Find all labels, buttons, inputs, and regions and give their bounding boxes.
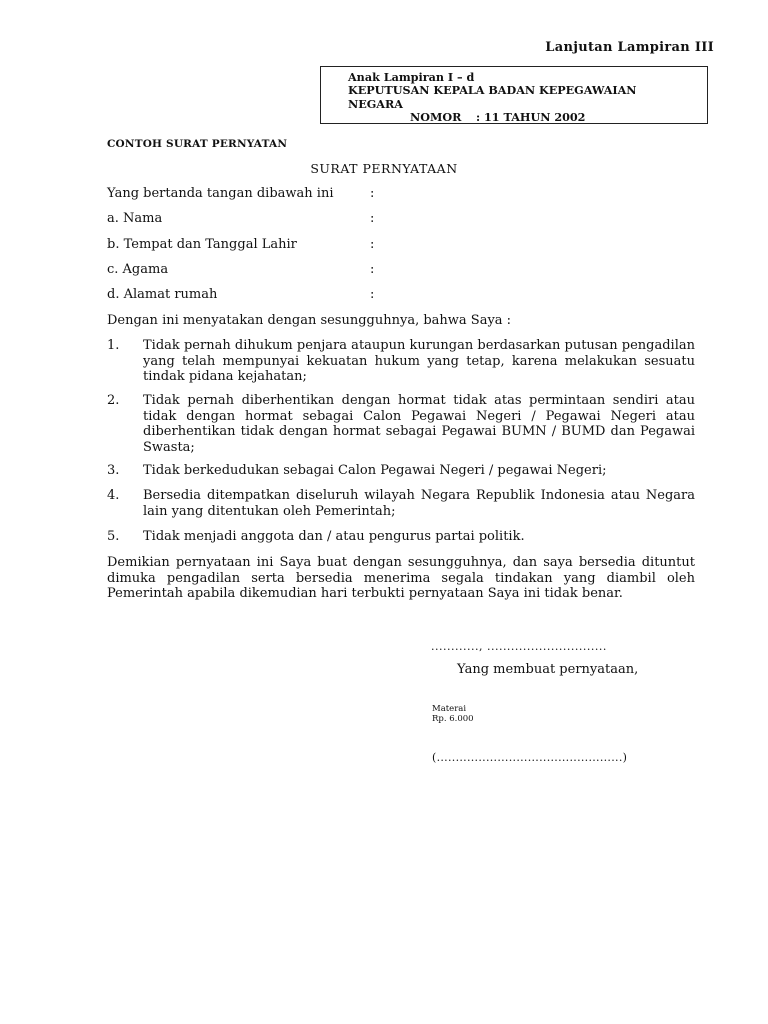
field-colon: : <box>370 237 375 252</box>
intro-statement: Dengan ini menyatakan dengan sesungguhnya, bahwa Saya : <box>107 313 512 328</box>
box-nomor-row <box>348 111 707 124</box>
list-item-number: 2. <box>107 393 120 408</box>
list-item <box>107 393 695 455</box>
list-item-number: 3. <box>107 463 120 478</box>
materai-amount: Rp. 6.000 <box>432 714 474 724</box>
reference-box <box>320 66 708 124</box>
list-item-text: Tidak pernah dihukum penjara ataupun kurungan berdasarkan putusan pengadilan yang telah mempunyai kekuatan hukum yang tetap, karena melakukan sesuatu tindak pidana kejahatan; <box>143 338 695 385</box>
box-line-anak-lampiran: Anak Lampiran I – d <box>348 70 475 84</box>
field-label-intro: Yang bertanda tangan dibawah ini <box>107 186 334 201</box>
list-item-number: 4. <box>107 488 120 503</box>
box-line-keputusan: KEPUTUSAN KEPALA BADAN KEPEGAWAIAN <box>348 83 637 98</box>
list-item-text: Tidak menjadi anggota dan / atau pengurus partai politik. <box>143 529 525 544</box>
signature-name-line: (.................................................) <box>432 751 628 764</box>
box-nomor-value: : 11 TAHUN 2002 <box>476 110 586 125</box>
contoh-label: CONTOH SURAT PERNYATAN <box>107 138 288 150</box>
field-label-agama: c. Agama <box>107 262 169 277</box>
field-colon: : <box>370 186 375 201</box>
closing-paragraph: Demikian pernyataan ini Saya buat dengan sesungguhnya, dan saya bersedia dituntut dimuka pengadilan serta bersedia menerima segala tindakan yang diambil oleh Pemerintah apabila dikemudian hari terbukti pernyataan Saya ini tidak benar. <box>107 555 695 602</box>
materai-stamp-note <box>432 704 474 724</box>
list-item-text: Bersedia ditempatkan diseluruh wilayah Negara Republik Indonesia atau Negara lain yang ditentukan oleh Pemerintah; <box>143 488 695 519</box>
list-item-text: Tidak pernah diberhentikan dengan hormat tidak atas permintaan sendiri atau tidak dengan hormat sebagai Calon Pegawai Negeri / Pegawai Negeri atau diberhentikan tidak dengan hormat sebagai Pegawai BUMN / BUMD dan Pegawai Swasta; <box>143 393 695 455</box>
box-line-negara: NEGARA <box>348 96 403 111</box>
list-item <box>107 488 695 519</box>
list-item-number: 5. <box>107 529 120 544</box>
place-date-line: ............, .............................. <box>431 640 607 653</box>
field-colon: : <box>370 211 375 226</box>
list-item <box>107 529 695 545</box>
lanjutan-lampiran-label: Lanjutan Lampiran III <box>545 40 714 55</box>
field-label-nama: a. Nama <box>107 211 163 226</box>
list-item <box>107 463 695 479</box>
field-label-alamat-rumah: d. Alamat rumah <box>107 287 218 302</box>
list-item <box>107 338 695 385</box>
list-item-number: 1. <box>107 338 120 353</box>
box-nomor-label: NOMOR <box>410 110 462 125</box>
field-label-tempat-tanggal-lahir: b. Tempat dan Tanggal Lahir <box>107 237 297 252</box>
field-colon: : <box>370 287 375 302</box>
signatory-label: Yang membuat pernyataan, <box>457 662 639 677</box>
list-item-text: Tidak berkedudukan sebagai Calon Pegawai Negeri / pegawai Negeri; <box>143 463 607 478</box>
document-title: SURAT PERNYATAAN <box>310 161 458 176</box>
materai-label: Materai <box>432 704 467 714</box>
field-colon: : <box>370 262 375 277</box>
